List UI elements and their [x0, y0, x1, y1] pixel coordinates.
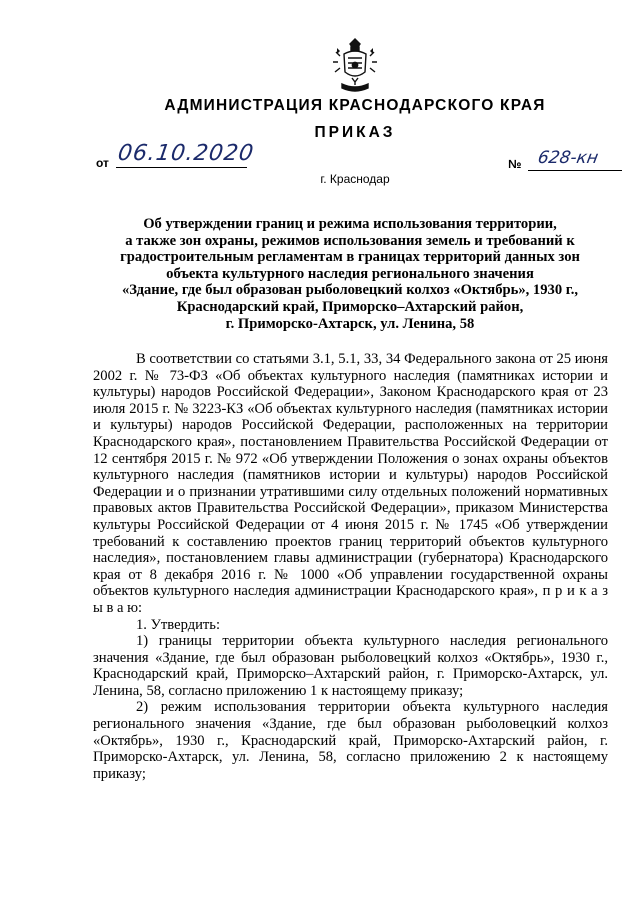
preamble-text: В соответствии со статьями 3.1, 5.1, 33, 34 Федерального закона от 25 июня 2002 г. № 73-ФЗ «Об объектах культурного наследия (памятниках истории и культуры) народов Российской Федерации», Законом Краснодарского края от 23 июля 2015 г. № 3223-КЗ «Об объектах культурного наследия (памятниках истории и культуры) народов Российской Федерации, расположенных на территории Краснодарского края», постановлением Правительства Российской Федерации от 12 сентября 2015 г. № 972 «Об утверждении Положения о зонах охраны объектов культурного наследия (памятников истории и культуры) народов Российской Федерации и о признании утратившими силу отдельных положений нормативных правовых актов Правительства Российской Федерации», приказом Министерства культуры Российской Федерации от 4 июня 2015 г. № 1745 «Об утверждении требований к составлению проектов границ территорий объектов культурного наследия», постановлением главы администрации (губернатора) Краснодарского края от 8 декабря 2016 г. № 1000 «Об управлении государственной охраны объектов культурного наследия администрации Краснодарского края»,	[93, 351, 608, 600]
number-underline	[528, 170, 622, 171]
title-line: Об утверждении границ и режима использования территории,	[143, 216, 557, 232]
preamble-paragraph	[93, 351, 608, 617]
document-body	[93, 351, 608, 782]
item-1-2: 2) режим использования территории объекта культурного наследия регионального значения «Здание, где был образован рыболовецкий колхоз «Октябрь», 1930 г., Краснодарский край, Приморско-Ахтарский район, г. Приморско-Ахтарск, ул. Ленина, 58, согласно приложению 2 к настоящему приказу;	[93, 699, 608, 782]
order-word: п р и к а з ы в а ю:	[93, 583, 608, 616]
date-underline	[116, 167, 247, 168]
organization-title: АДМИНИСТРАЦИЯ КРАСНОДАРСКОГО КРАЯ	[164, 97, 546, 114]
title-line: г. Приморско-Ахтарск, ул. Ленина, 58	[225, 315, 475, 332]
item-1: 1. Утвердить:	[136, 616, 221, 633]
title-line: градостроительным регламентам в границах территорий данных зон	[120, 249, 580, 266]
handwritten-date: 06.10.2020	[116, 141, 256, 166]
document-type: ПРИКАЗ	[314, 124, 396, 141]
document-title	[100, 216, 600, 332]
handwritten-number: 628-кн	[536, 148, 600, 168]
title-line: а также зон охраны, режимов использования земель и требований к	[125, 232, 575, 249]
number-label: №	[508, 157, 522, 171]
title-line: Краснодарский край, Приморско–Ахтарский район,	[176, 298, 524, 315]
title-line: «Здание, где был образован рыболовецкий колхоз «Октябрь», 1930 г.,	[121, 282, 579, 299]
title-line: объекта культурного наследия регионального значения	[166, 265, 534, 282]
item-1-1: 1) границы территории объекта культурного наследия регионального значения «Здание, где был образован рыболовецкий колхоз «Октябрь», 1930 г., Краснодарский край, Приморско–Ахтарский район, г. Приморско-Ахтарск, ул. Ленина, 58, согласно приложению 1 к настоящему приказу;	[93, 633, 608, 699]
krasnodar-coat-of-arms-icon	[330, 38, 380, 94]
city: г. Краснодар	[320, 172, 390, 186]
date-label: от	[96, 156, 109, 170]
